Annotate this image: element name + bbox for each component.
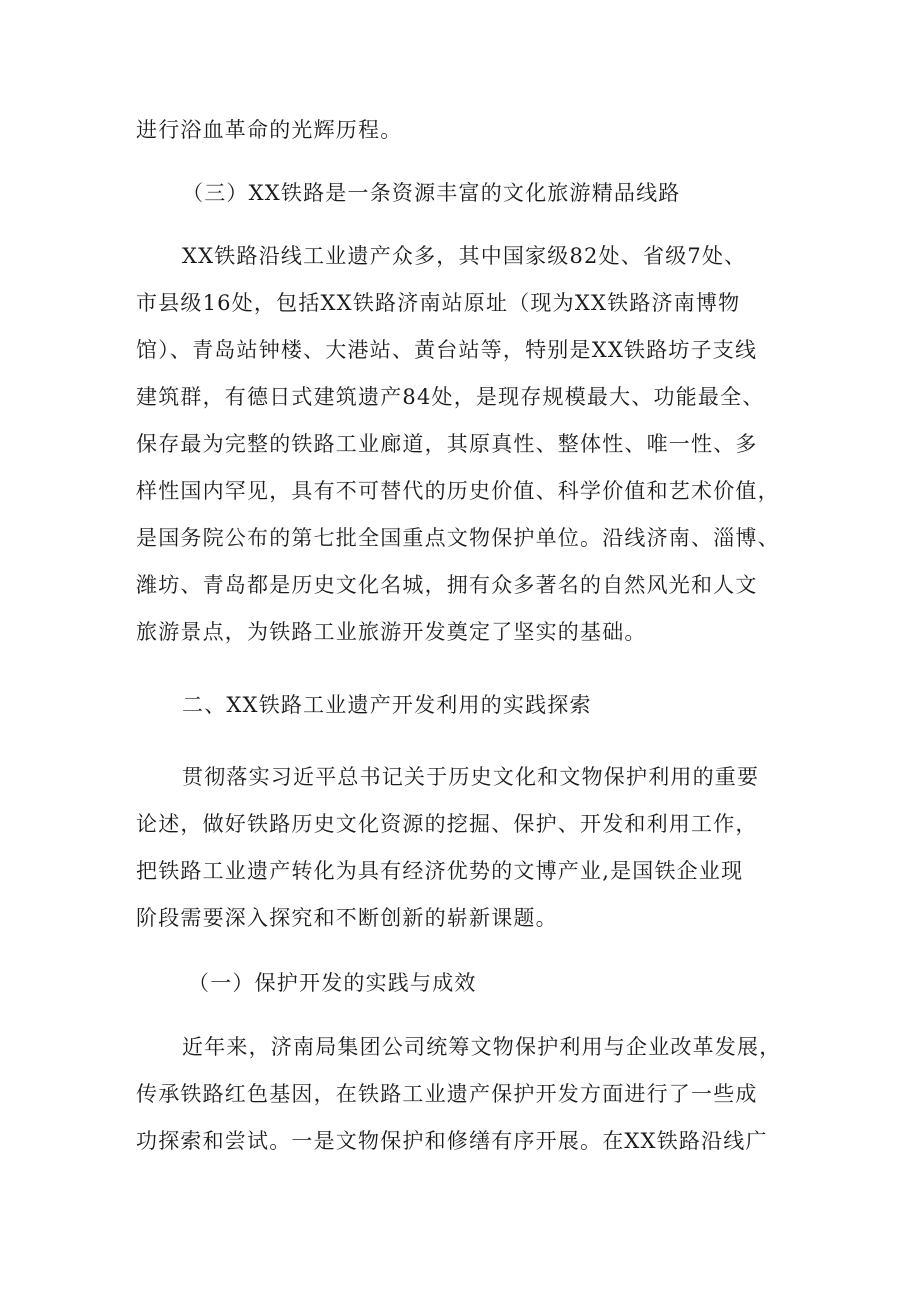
paragraph-line: 是国务院公布的第七批全国重点文物保护单位。沿线济南、淄博、 [136, 526, 780, 550]
paragraph-line: 潍坊、青岛都是历史文化名城，拥有众多著名的自然风光和人文 [136, 573, 758, 597]
paragraph-line: 市县级16处，包括XX铁路济南站原址（现为XX铁路济南博物 [136, 291, 741, 315]
paragraph-line: 阶段需要深入探究和不断创新的崭新课题。 [136, 906, 558, 930]
paragraph-line: 建筑群，有德日式建筑遗产84处，是现存规模最大、功能最全、 [136, 385, 765, 409]
paragraph-line: 功探索和尝试。一是文物保护和修缮有序开展。在XX铁路沿线广 [136, 1129, 768, 1153]
paragraph-line: 把铁路工业遗产转化为具有经济优势的文博产业,是国铁企业现 [136, 859, 744, 883]
paragraph-line: 贯彻落实习近平总书记关于历史文化和文物保护利用的重要 [182, 765, 760, 789]
paragraph-line: 近年来，济南局集团公司统筹文物保护利用与企业改革发展， [182, 1035, 782, 1059]
paragraph-line: 传承铁路红色基因，在铁路工业遗产保护开发方面进行了一些成 [136, 1082, 758, 1106]
paragraph-line: 样性国内罕见，具有不可替代的历史价值、科学价值和艺术价值， [136, 479, 780, 503]
paragraph-line: 保存最为完整的铁路工业廊道，其原真性、整体性、唯一性、多 [136, 432, 758, 456]
paragraph-line: 进行浴血革命的光辉历程。 [136, 118, 403, 142]
section-heading: 二、XX铁路工业遗产开发利用的实践探索 [182, 693, 592, 717]
paragraph-line: 旅游景点，为铁路工业旅游开发奠定了坚实的基础。 [136, 620, 647, 644]
paragraph-line: 馆）、青岛站钟楼、大港站、黄台站等，特别是XX铁路坊子支线 [136, 338, 758, 362]
paragraph-line: 论述，做好铁路历史文化资源的挖掘、保护、开发和利用工作， [136, 812, 758, 836]
paragraph-line: XX铁路沿线工业遗产众多，其中国家级82处、省级7处、 [182, 244, 747, 268]
section-heading: （一）保护开发的实践与成效 [188, 971, 477, 995]
section-heading: （三）XX铁路是一条资源丰富的文化旅游精品线路 [182, 181, 681, 205]
